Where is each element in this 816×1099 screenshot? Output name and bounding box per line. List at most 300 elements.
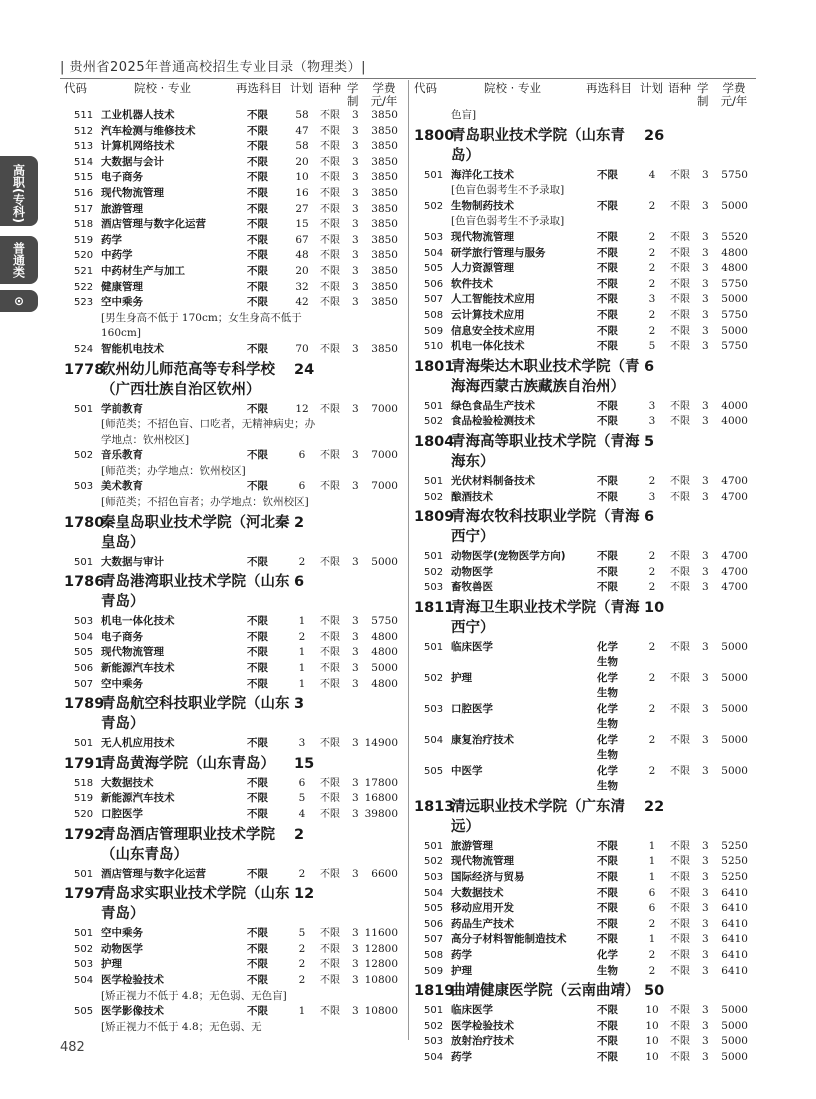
tuition-fee: 5750 [721,308,748,321]
reselect-subject: 不限 [597,340,618,353]
major-row [64,1004,416,1020]
tuition-fee: 4000 [721,415,748,428]
tuition-fee: 6600 [371,867,398,880]
duration: 3 [702,277,709,290]
school-header [414,979,766,1003]
major-note: [色盲色弱考生不予录取] [451,184,565,197]
school-plan: 6 [294,574,305,591]
major-note: [男生身高不低于 170cm；女生身高不低于 160cm] [101,311,302,340]
major-code: 503 [424,231,444,243]
major-code: 502 [74,450,94,462]
right-rows [414,108,766,1066]
plan-count: 2 [298,630,306,643]
tuition-fee: 5000 [721,199,748,212]
major-name: 口腔医学 [451,702,493,715]
language: 不限 [670,765,690,777]
plan-count: 3 [648,399,656,412]
school-code: 1809 [414,509,455,526]
major-name: 食品检验检测技术 [451,415,535,428]
language: 不限 [670,475,690,487]
plan-count: 16 [295,186,309,199]
plan-count: 20 [295,264,309,277]
major-code: 505 [74,1006,94,1018]
duration: 3 [352,109,359,121]
tuition-fee: 3850 [371,296,398,309]
plan-count: 1 [648,871,656,884]
major-code: 512 [74,125,94,137]
tuition-fee: 5750 [371,615,398,628]
plan-count: 3 [648,415,656,428]
reselect-subject: 不限 [597,293,618,306]
duration: 3 [702,764,709,777]
major-name: 医学检验技术 [101,973,164,986]
language: 不限 [320,156,340,168]
language: 不限 [320,974,340,986]
plan-count: 3 [648,293,656,306]
school-name: 青海卫生职业技术学院（青海西宁） [451,599,640,636]
language: 不限 [670,887,690,899]
school-name: 青岛黄海学院（山东青岛） [101,755,275,772]
major-row [64,555,416,571]
side-tab-vocational-label: 高职(专科) [11,164,26,223]
duration: 3 [702,168,709,181]
tuition-fee: 5750 [721,277,748,290]
duration: 3 [702,340,709,353]
major-name: 动物医学 [451,565,493,578]
major-code: 504 [424,247,444,259]
major-code: 501 [74,556,94,568]
tuition-fee: 5750 [721,168,748,181]
reselect-subject: 不限 [597,581,618,594]
duration: 3 [702,1019,709,1032]
plan-count: 2 [648,640,656,653]
major-code: 507 [424,934,444,946]
major-row [414,1019,766,1035]
plan-count: 2 [648,964,656,977]
duration: 3 [702,902,709,915]
reselect-subject: 不限 [247,662,268,675]
duration: 3 [352,171,359,184]
reselect-subject: 不限 [247,171,268,184]
language: 不限 [320,450,340,462]
major-name: 酒店管理与数字化运营 [101,218,206,231]
duration: 3 [352,630,359,643]
major-name: 国际经济与贸易 [451,871,525,884]
major-row [64,942,416,958]
major-code: 501 [424,475,444,487]
reselect-subject: 不限 [597,230,618,243]
plan-count: 1 [648,855,656,868]
reselect-subject: 不限 [597,871,618,884]
tuition-fee: 5250 [721,839,748,852]
duration: 3 [352,677,359,690]
tuition-fee: 6410 [721,964,748,977]
school-code: 1791 [64,755,105,772]
school-plan: 3 [294,696,305,713]
major-row [64,677,416,693]
major-name: 动物医学(宠物医学方向) [451,550,566,563]
language: 不限 [670,1052,690,1063]
major-code: 507 [74,678,94,690]
major-code: 501 [74,738,94,750]
major-note: [矫正视力不低于 4.8；无色弱、无色盲] [101,989,287,1002]
duration: 3 [352,792,359,805]
reselect-subject: 不限 [597,902,618,915]
tuition-fee: 5000 [721,324,748,337]
major-row [64,264,416,280]
plan-count: 2 [648,702,656,715]
major-row [64,661,416,677]
major-name: 云计算技术应用 [451,308,525,321]
side-tab-general-label: 普通类 [11,242,26,278]
language: 不限 [320,343,340,355]
language: 不限 [320,187,340,199]
major-name: 机电一体化技术 [451,340,525,353]
reselect-subject: 不限 [247,449,268,462]
major-name: 绿色食品生产技术 [451,399,535,412]
tuition-fee: 5250 [721,855,748,868]
school-plan: 2 [294,826,305,843]
major-name: 无人机应用技术 [101,737,175,750]
major-code: 503 [74,481,94,493]
major-name: 酒店管理与数字化运营 [101,867,206,880]
major-name: 旅游管理 [101,202,143,215]
school-code: 1811 [414,599,455,616]
major-name: 放射治疗技术 [451,1035,514,1048]
language: 不限 [670,247,690,259]
reselect-subject: 不限 [247,186,268,199]
major-code: 509 [424,325,444,337]
major-name: 工业机器人技术 [101,109,175,121]
duration: 3 [352,737,359,750]
language: 不限 [670,840,690,852]
reselect-subject: 不限 [247,140,268,153]
major-name: 美术教育 [101,480,143,493]
reselect-subject: 不限 [247,402,268,415]
tuition-fee: 5000 [721,764,748,777]
plan-count: 2 [298,958,306,971]
reselect-subject: 不限 [247,737,268,750]
tuition-fee: 5520 [721,230,748,243]
major-row [64,479,416,495]
major-row [64,957,416,973]
tuition-fee: 5000 [371,662,398,675]
school-header [64,752,416,776]
major-name: 康复治疗技术 [451,733,514,746]
language: 不限 [670,582,690,594]
table-header-right [414,80,766,108]
reselect-subject: 不限 [247,124,268,137]
plan-count: 2 [298,942,306,955]
duration: 3 [702,199,709,212]
major-name: 电子商务 [101,630,143,643]
duration: 3 [702,324,709,337]
major-name: 口腔医学 [101,808,143,820]
language: 不限 [320,203,340,215]
major-code: 516 [74,187,94,199]
major-name: 生物制药技术 [451,199,514,212]
major-code: 506 [74,663,94,675]
language: 不限 [320,738,340,750]
plan-count: 15 [295,218,309,231]
duration: 3 [702,581,709,594]
language: 不限 [320,1006,340,1018]
reselect-subject: 化学 [597,733,618,746]
major-code: 509 [424,965,444,977]
major-row [64,217,416,233]
th-code: 代码 [414,81,437,95]
major-name: 临床医学 [451,640,493,653]
plan-count: 6 [298,449,306,462]
major-row [64,926,416,942]
school-name: 钦州幼儿师范高等专科学校（广西壮族自治区钦州） [101,361,275,398]
reselect-subject: 不限 [597,886,618,899]
school-plan: 5 [644,433,655,450]
duration: 3 [702,855,709,868]
major-name: 护理 [451,671,472,684]
school-code: 1819 [414,983,455,1000]
tuition-fee: 10800 [364,1005,398,1018]
school-plan: 15 [294,755,315,772]
major-code: 504 [74,631,94,643]
reselect-subject: 不限 [247,109,268,121]
major-name: 人工智能技术应用 [451,293,535,306]
language: 不限 [670,856,690,868]
language: 不限 [670,1020,690,1032]
duration: 3 [702,886,709,899]
major-name: 电子商务 [101,171,143,184]
reselect-subject: 不限 [597,933,618,946]
language: 不限 [320,616,340,628]
major-name: 汽车检测与维修技术 [101,124,196,137]
th-name: 院校 · 专业 [484,81,541,95]
major-row [414,261,766,277]
major-name: 新能源汽车技术 [101,662,175,675]
plan-count: 2 [648,474,656,487]
page-number: 482 [60,1040,85,1055]
language: 不限 [670,566,690,578]
reselect-subject: 不限 [247,202,268,215]
reselect-subject: 不限 [597,199,618,212]
major-row [64,614,416,630]
school-plan: 22 [644,798,665,815]
school-header [64,511,416,555]
plan-count: 2 [648,949,656,962]
plan-count: 2 [648,581,656,594]
plan-count: 2 [648,308,656,321]
tuition-fee: 4700 [721,565,748,578]
reselect-subject: 不限 [597,399,618,412]
tuition-fee: 14900 [364,737,398,750]
plan-count: 2 [298,973,306,986]
duration: 3 [702,1004,709,1017]
major-name: 现代物流管理 [101,646,164,659]
plan-count: 47 [295,124,309,137]
language: 不限 [670,872,690,884]
left-column [64,80,416,1035]
major-row [414,932,766,948]
duration: 3 [352,402,359,415]
tuition-fee: 4800 [721,246,748,259]
reselect-subject: 不限 [597,1051,618,1063]
school-plan: 6 [644,358,655,375]
language: 不限 [320,959,340,971]
major-name: 临床医学 [451,1004,493,1017]
language: 不限 [670,918,690,930]
reselect-subject-2: 生物 [597,687,618,700]
major-code: 502 [424,491,444,503]
duration: 3 [352,140,359,153]
duration: 3 [352,927,359,940]
reselect-subject: 不限 [247,927,268,940]
language: 不限 [670,551,690,563]
tuition-fee: 6410 [721,902,748,915]
major-code: 501 [74,403,94,415]
major-row [414,292,766,308]
plan-count: 48 [295,249,309,262]
major-name: 学前教育 [101,402,143,415]
duration: 3 [352,233,359,246]
tuition-fee: 6410 [721,886,748,899]
major-name: 酿酒技术 [451,490,493,503]
major-row [414,308,766,324]
tuition-fee: 4800 [721,262,748,275]
major-code: 504 [424,734,444,746]
major-note: [矫正视力不低于 4.8；无色弱、无 [101,1020,262,1033]
plan-count: 2 [648,671,656,684]
language: 不限 [670,965,690,977]
reselect-subject: 不限 [247,264,268,277]
duration: 3 [352,449,359,462]
reselect-subject: 不限 [247,615,268,628]
language: 不限 [320,777,340,789]
language: 不限 [670,703,690,715]
reselect-subject: 不限 [247,233,268,246]
language: 不限 [670,491,690,503]
tuition-fee: 4000 [721,399,748,412]
duration: 3 [702,839,709,852]
language: 不限 [670,416,690,428]
duration: 3 [702,733,709,746]
major-row [64,645,416,661]
tuition-fee: 5000 [721,293,748,306]
major-name: 智能机电技术 [101,342,164,355]
major-code: 503 [424,1036,444,1048]
major-row [414,490,766,506]
tuition-fee: 5000 [721,1004,748,1017]
language: 不限 [320,631,340,643]
right-column [414,80,766,1066]
language: 不限 [320,678,340,690]
duration: 3 [702,565,709,578]
plan-count: 1 [648,839,656,852]
major-name: 医学检验技术 [451,1019,514,1032]
duration: 3 [702,1051,709,1063]
language: 不限 [320,663,340,675]
th-duration: 学制 [697,81,709,108]
major-note: [师范类；不招色盲、口吃者，无精神病史；办学地点：钦州校区] [101,418,316,446]
duration: 3 [352,646,359,659]
language: 不限 [320,481,340,493]
reselect-subject: 不限 [247,218,268,231]
language: 不限 [670,231,690,243]
major-name: 畜牧兽医 [451,581,493,594]
reselect-subject-2: 生物 [597,718,618,731]
major-row [414,474,766,490]
reselect-subject: 不限 [247,646,268,659]
duration: 3 [702,702,709,715]
tuition-fee: 4800 [371,677,398,690]
major-row [414,702,766,733]
duration: 3 [352,218,359,231]
major-name: 现代物流管理 [451,230,514,243]
plan-count: 2 [648,246,656,259]
major-name: 现代物流管理 [101,186,164,199]
duration: 3 [702,415,709,428]
duration: 3 [352,202,359,215]
tuition-fee: 3850 [371,171,398,184]
side-tab-general [0,236,38,284]
language: 不限 [320,234,340,246]
major-row [64,124,416,140]
major-note: [师范类；办学地点：钦州校区] [101,464,246,477]
major-code: 502 [424,856,444,868]
duration: 3 [352,808,359,820]
duration: 3 [352,942,359,955]
language: 不限 [320,868,340,880]
tuition-fee: 3850 [371,186,398,199]
duration: 3 [702,917,709,930]
tuition-fee: 3850 [371,264,398,277]
reselect-subject: 化学 [597,640,618,653]
school-plan: 10 [644,599,665,616]
school-header [414,430,766,474]
school-plan: 6 [644,509,655,526]
language: 不限 [670,294,690,306]
major-name: 大数据与审计 [101,555,164,568]
plan-count: 27 [295,202,309,215]
school-code: 1778 [64,361,105,378]
reselect-subject: 不限 [597,262,618,275]
reselect-subject: 化学 [597,702,618,715]
reselect-subject: 不限 [247,280,268,293]
tuition-fee: 3850 [371,109,398,121]
duration: 3 [352,296,359,309]
major-row [414,580,766,596]
major-name: 空中乘务 [101,296,143,309]
duration: 3 [702,550,709,563]
language: 不限 [670,903,690,915]
language: 不限 [320,403,340,415]
tuition-fee: 4700 [721,474,748,487]
th-lang: 语种 [318,81,341,95]
major-row [414,414,766,430]
duration: 3 [352,776,359,789]
major-code: 518 [74,219,94,231]
reselect-subject: 不限 [247,342,268,355]
major-row [414,1003,766,1019]
plan-count: 10 [645,1004,659,1017]
major-code: 506 [424,918,444,930]
major-code: 522 [74,281,94,293]
duration: 3 [352,662,359,675]
reselect-subject: 不限 [597,168,618,181]
tuition-fee: 3850 [371,280,398,293]
major-row [414,168,766,184]
duration: 3 [352,186,359,199]
reselect-subject: 不限 [597,308,618,321]
th-reselect: 再选科目 [586,81,632,95]
